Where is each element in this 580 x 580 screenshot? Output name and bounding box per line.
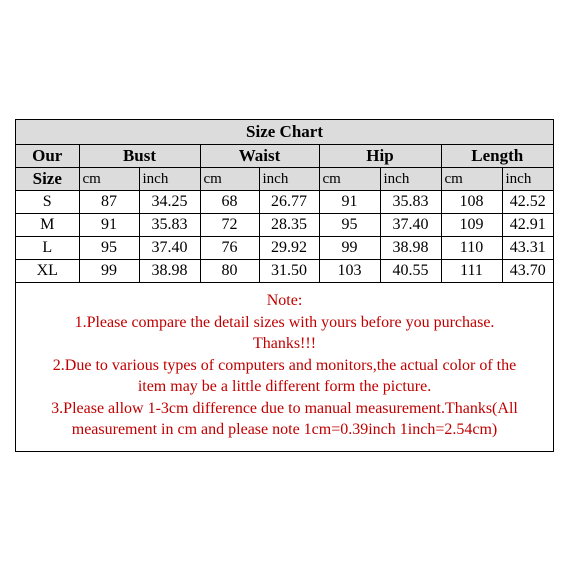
- value-cell: 26.77: [259, 191, 319, 214]
- value-cell: 110: [441, 237, 502, 260]
- value-cell: 91: [79, 214, 139, 237]
- unit-row: [16, 168, 553, 191]
- note-line: item may be a little different form the picture.: [137, 378, 432, 395]
- table-row: [16, 237, 553, 260]
- value-cell: 28.35: [259, 214, 319, 237]
- size-label: XL: [16, 260, 79, 283]
- value-cell: 34.25: [139, 191, 200, 214]
- value-cell: 42.91: [502, 214, 553, 237]
- note-line: Thanks!!!: [252, 335, 317, 352]
- unit-cell: cm: [200, 168, 259, 191]
- size-table: [16, 120, 553, 282]
- title-row: [16, 120, 553, 145]
- size-label: L: [16, 237, 79, 260]
- value-cell: 99: [79, 260, 139, 283]
- value-cell: 35.83: [139, 214, 200, 237]
- hip-header: Hip: [319, 145, 441, 168]
- table-row: [16, 260, 553, 283]
- chart-title: Size Chart: [16, 120, 553, 145]
- unit-cell: inch: [380, 168, 441, 191]
- note-line: 2.Due to various types of computers and monitors,the actual color of the: [52, 356, 517, 374]
- value-cell: 109: [441, 214, 502, 237]
- value-cell: 38.98: [380, 237, 441, 260]
- bust-header: Bust: [79, 145, 200, 168]
- value-cell: 42.52: [502, 191, 553, 214]
- note-line: measurement in cm and please note 1cm=0.39inch 1inch=2.54cm): [71, 421, 498, 438]
- value-cell: 76: [200, 237, 259, 260]
- value-cell: 35.83: [380, 191, 441, 214]
- value-cell: 37.40: [380, 214, 441, 237]
- note-line: 3.Please allow 1-3cm difference due to manual measurement.Thanks(All: [51, 399, 518, 417]
- value-cell: 103: [319, 260, 380, 283]
- our-size-label-top: Our: [16, 145, 79, 168]
- value-cell: 111: [441, 260, 502, 283]
- value-cell: 43.70: [502, 260, 553, 283]
- unit-cell: inch: [502, 168, 553, 191]
- table-row: [16, 191, 553, 214]
- value-cell: 87: [79, 191, 139, 214]
- unit-cell: inch: [259, 168, 319, 191]
- our-size-label-bottom: Size: [16, 168, 79, 191]
- value-cell: 68: [200, 191, 259, 214]
- unit-cell: cm: [319, 168, 380, 191]
- value-cell: 43.31: [502, 237, 553, 260]
- value-cell: 95: [319, 214, 380, 237]
- unit-cell: inch: [139, 168, 200, 191]
- value-cell: 40.55: [380, 260, 441, 283]
- length-header: Length: [441, 145, 553, 168]
- notes-section: [16, 282, 553, 451]
- value-cell: 91: [319, 191, 380, 214]
- header-row: [16, 145, 553, 168]
- unit-cell: cm: [79, 168, 139, 191]
- value-cell: 80: [200, 260, 259, 283]
- unit-cell: cm: [441, 168, 502, 191]
- value-cell: 108: [441, 191, 502, 214]
- value-cell: 38.98: [139, 260, 200, 283]
- value-cell: 99: [319, 237, 380, 260]
- note-line: 1.Please compare the detail sizes with yours before you purchase.: [74, 313, 495, 331]
- value-cell: 72: [200, 214, 259, 237]
- size-chart: [15, 119, 554, 452]
- value-cell: 31.50: [259, 260, 319, 283]
- size-label: S: [16, 191, 79, 214]
- value-cell: 29.92: [259, 237, 319, 260]
- note-heading: Note:: [266, 292, 303, 309]
- value-cell: 95: [79, 237, 139, 260]
- size-label: M: [16, 214, 79, 237]
- table-row: [16, 214, 553, 237]
- value-cell: 37.40: [139, 237, 200, 260]
- waist-header: Waist: [200, 145, 319, 168]
